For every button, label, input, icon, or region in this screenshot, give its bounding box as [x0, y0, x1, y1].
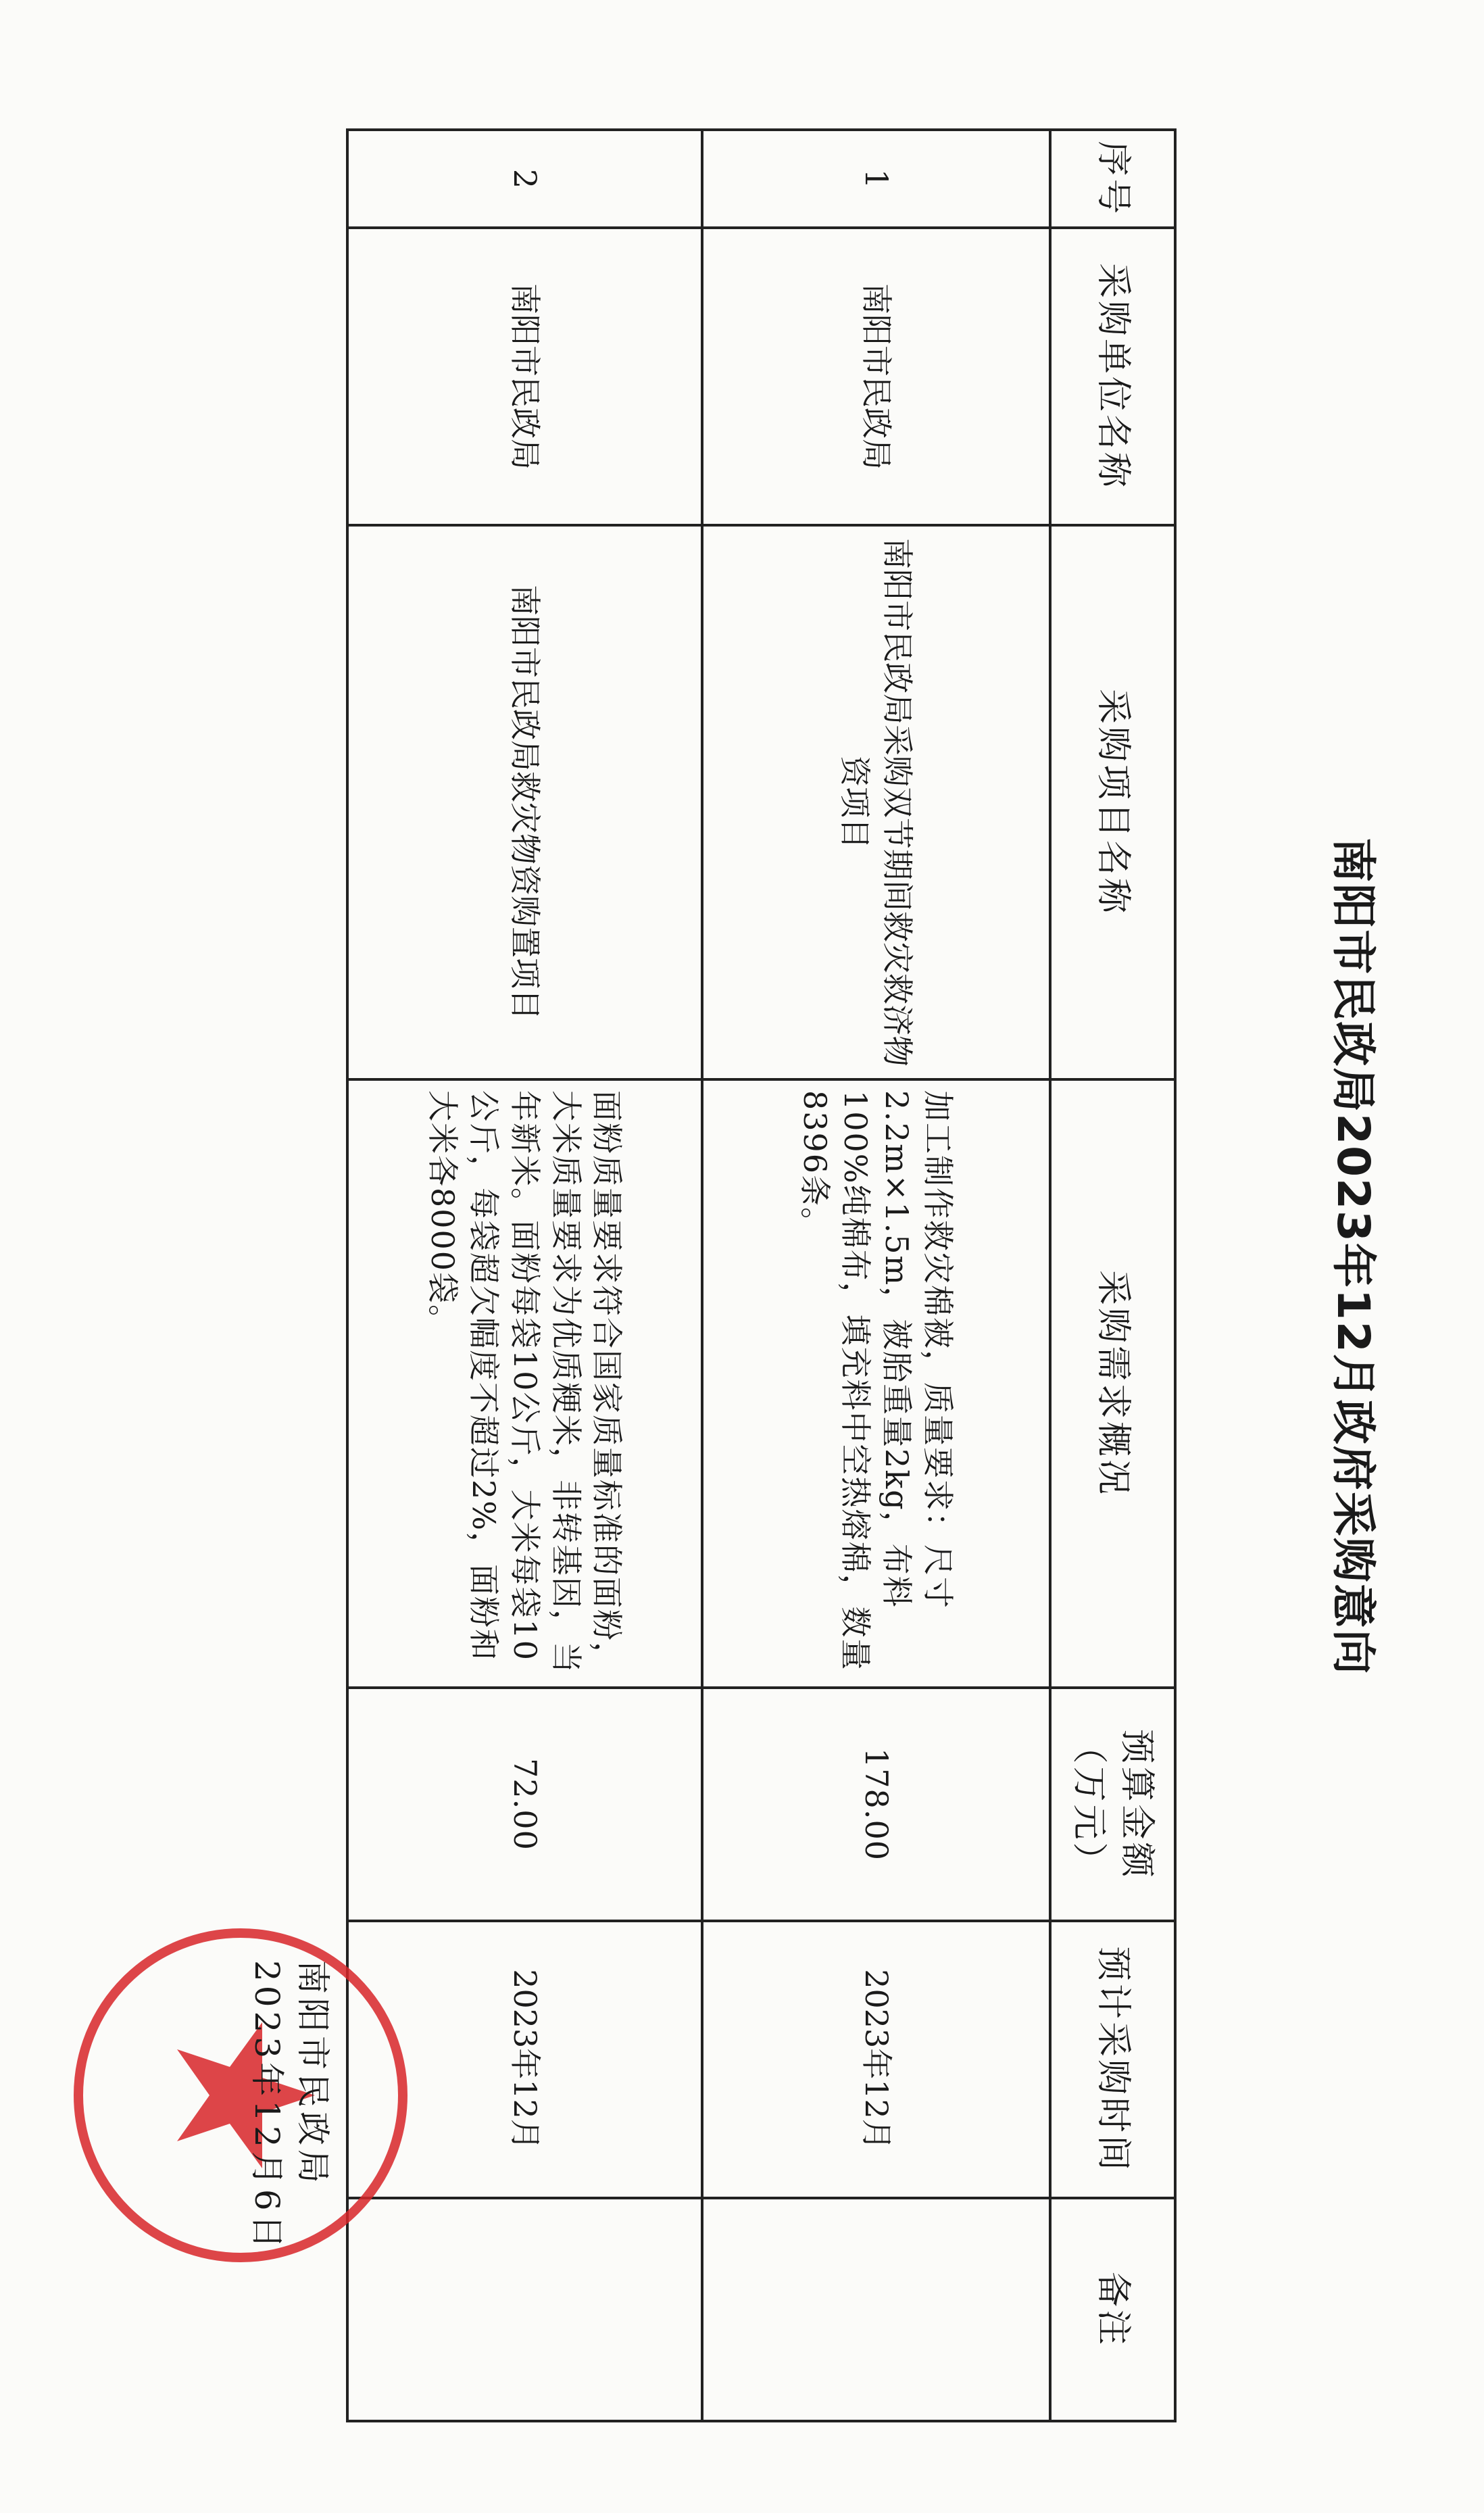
row-project: 南阳市民政局采购双节期间救灾救济物资项目	[702, 525, 1050, 1079]
row-requirement: 面粉质量要求符合国家质量标准的面粉，大米质量要求为优质粳米，非转基因，当年新米。面粉每袋10公斤，大米每袋10公斤，每袋超欠幅度不超过2%，面粉和大米各8000袋。	[347, 1079, 702, 1688]
table-header-row	[1050, 130, 1175, 2421]
procurement-table	[346, 128, 1177, 2422]
header-time: 预计采购时间	[1050, 1921, 1175, 2198]
header-project: 采购项目名称	[1050, 525, 1175, 1079]
row-time: 2023年12月	[347, 1921, 702, 2198]
header-requirement: 采购需求概况	[1050, 1079, 1175, 1688]
row-project: 南阳市民政局救灾物资购置项目	[347, 525, 702, 1079]
table-row	[702, 130, 1050, 2421]
header-remark: 备注	[1050, 2198, 1175, 2421]
row-budget: 178.00	[702, 1688, 1050, 1921]
header-unit: 采购单位名称	[1050, 228, 1175, 525]
sign-date: 2023年12月6日	[247, 1960, 287, 2253]
row-requirement: 加工制作救灾棉被，质量要求：尺寸2.2m×1.5m，被胎重量2kg，布料100%纯棉布，填充料中空热熔棉，数量8396条。	[702, 1079, 1050, 1688]
row-no: 1	[702, 130, 1050, 228]
row-unit: 南阳市民政局	[702, 228, 1050, 525]
row-time: 2023年12月	[702, 1921, 1050, 2198]
header-no: 序号	[1050, 130, 1175, 228]
signer-org: 南阳市民政局	[293, 1960, 332, 2187]
row-unit: 南阳市民政局	[347, 228, 702, 525]
row-budget: 72.00	[347, 1688, 702, 1921]
row-remark	[702, 2198, 1050, 2421]
signature-block	[244, 1960, 335, 2339]
document-title: 南阳市民政局2023年12月政府采购意向	[1327, 837, 1379, 1676]
header-budget: 预算金额（万元）	[1050, 1688, 1175, 1921]
row-no: 2	[347, 130, 702, 228]
procurement-table-wrap	[346, 128, 1177, 2422]
official-seal-icon	[65, 1920, 416, 2271]
